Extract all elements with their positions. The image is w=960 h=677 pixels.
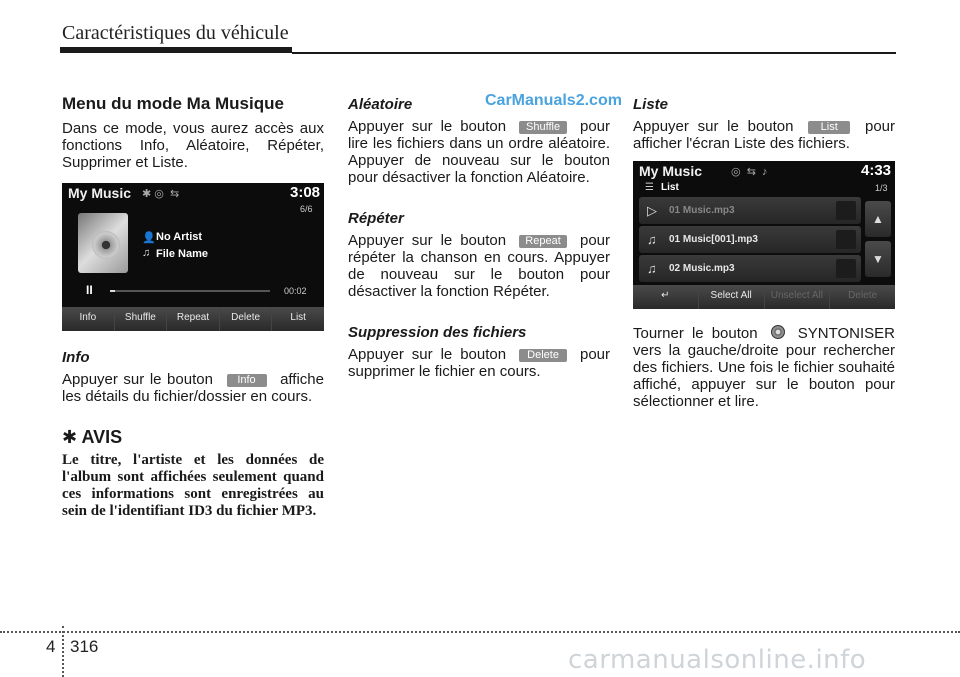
column-3 xyxy=(633,96,895,152)
row-checkbox[interactable] xyxy=(836,230,856,249)
shuffle-paragraph: Appuyer sur le bouton Shuffle pour lire les fichiers dans un ordre aléatoire. Appuyer de nouveau sur le bouton pour désactiver la fonction Aléatoire. xyxy=(348,118,611,186)
section-heading-ma-musique: Menu du mode Ma Musique xyxy=(62,94,284,113)
scroll-down-button[interactable]: ▼ xyxy=(865,241,891,277)
column-1-lower xyxy=(62,349,324,520)
list-row-1[interactable]: ▷ 01 Music.mp3 xyxy=(639,197,861,224)
pause-icon[interactable]: II xyxy=(86,283,93,297)
music-note-icon: ♫ xyxy=(647,261,657,276)
status-icons: ✱ ◎ ⇆ xyxy=(142,188,180,200)
header-rule-thin xyxy=(292,52,896,54)
info-heading: Info xyxy=(62,349,90,366)
delete-heading: Suppression des fichiers xyxy=(348,324,527,341)
softkey-info[interactable]: Info xyxy=(62,307,114,331)
progress-bar[interactable] xyxy=(110,290,270,292)
star-icon: ✱ xyxy=(62,427,78,447)
shuffle-heading: Aléatoire xyxy=(348,96,413,113)
tune-paragraph: Tourner le bouton SYNTONISER vers la gauche/droite pour rechercher des fichiers. Une fois le fichier souhaité affiché, appuyer sur le bouton pour sélectionner et lire. xyxy=(633,325,896,410)
clock: 4:33 xyxy=(861,162,892,179)
watermark-bottom: carmanualsonline.info xyxy=(568,645,867,675)
page-number: 316 xyxy=(70,637,99,656)
header-rule-thick xyxy=(60,47,292,53)
softkey-repeat[interactable]: Repeat xyxy=(166,307,219,331)
softkey-back[interactable]: ↵ xyxy=(633,285,698,309)
intro-paragraph: Dans ce mode, vous aurez accès aux fonctions Info, Aléatoire, Répéter, Supprimer et Liste. xyxy=(62,120,324,171)
screen-title: My Music xyxy=(68,185,132,201)
delete-paragraph: Appuyer sur le bouton Delete pour supprimer le fichier en cours. xyxy=(348,346,611,380)
softkey-bar xyxy=(633,285,895,309)
row-checkbox[interactable] xyxy=(836,201,856,220)
column-3-lower xyxy=(633,325,895,410)
section-number: 4 xyxy=(46,637,56,656)
tune-knob-icon xyxy=(771,325,785,339)
scroll-up-button[interactable]: ▲ xyxy=(865,201,891,237)
info-paragraph: Appuyer sur le bouton Info affiche les détails du fichier/dossier en cours. xyxy=(62,371,324,405)
list-row-3[interactable]: ♫ 02 Music.mp3 xyxy=(639,255,861,282)
page-header-title: Caractéristiques du véhicule xyxy=(62,22,289,44)
track-count: 6/6 xyxy=(300,204,313,214)
repeat-paragraph: Appuyer sur le bouton Repeat pour répéter la chanson en cours. Appuyer de nouveau sur le bouton pour désactiver la fonction Répéter. xyxy=(348,232,611,300)
file-list-screen xyxy=(633,161,895,309)
repeat-button-label: Repeat xyxy=(519,235,567,248)
softkey-shuffle[interactable]: Shuffle xyxy=(114,307,167,331)
file-name: File Name xyxy=(156,248,208,260)
repeat-heading: Répéter xyxy=(348,210,404,227)
avis-heading: ✱ AVIS xyxy=(62,427,123,447)
list-heading: Liste xyxy=(633,96,669,113)
list-icon: ☰ xyxy=(645,182,654,193)
info-button-label: Info xyxy=(227,374,267,387)
softkey-unselect-all[interactable]: Unselect All xyxy=(764,285,830,309)
footer-vertical-rule xyxy=(62,626,64,677)
list-paragraph: Appuyer sur le bouton List pour afficher l'écran Liste des fichiers. xyxy=(633,118,896,152)
delete-button-label: Delete xyxy=(519,349,567,362)
screen-title: My Music xyxy=(639,163,703,179)
row-checkbox[interactable] xyxy=(836,259,856,278)
album-art xyxy=(78,213,128,273)
artist-icon: 👤 xyxy=(142,232,156,244)
elapsed-time: 00:02 xyxy=(284,286,307,296)
my-music-screen xyxy=(62,183,324,331)
clock: 3:08 xyxy=(290,184,321,201)
avis-text: Le titre, l'artiste et les données de l'album sont affichées seulement quand ces informations sont enregistrées au sein de l'identifiant ID3 du fichier MP3. xyxy=(62,452,324,519)
footer-rule xyxy=(0,631,960,633)
list-row-2[interactable]: ♫ 01 Music[001].mp3 xyxy=(639,226,861,253)
watermark-top: CarManuals2.com xyxy=(485,92,622,109)
status-icons: ◎ ⇆ ♪ xyxy=(731,166,768,178)
column-2 xyxy=(348,96,610,380)
column-1 xyxy=(62,94,324,171)
softkey-list[interactable]: List xyxy=(271,307,324,331)
shuffle-button-label: Shuffle xyxy=(519,121,567,134)
list-button-label: List xyxy=(808,121,850,134)
softkey-delete[interactable]: Delete xyxy=(829,285,895,309)
softkey-bar xyxy=(62,307,324,331)
music-note-icon: ♫ xyxy=(142,247,151,259)
softkey-delete[interactable]: Delete xyxy=(219,307,272,331)
softkey-select-all[interactable]: Select All xyxy=(698,285,764,309)
list-label: List xyxy=(661,182,679,193)
music-note-icon: ♫ xyxy=(647,232,657,247)
artist-name: No Artist xyxy=(156,231,203,243)
list-page-indicator: 1/3 xyxy=(875,183,888,193)
play-icon: ▷ xyxy=(647,203,657,218)
